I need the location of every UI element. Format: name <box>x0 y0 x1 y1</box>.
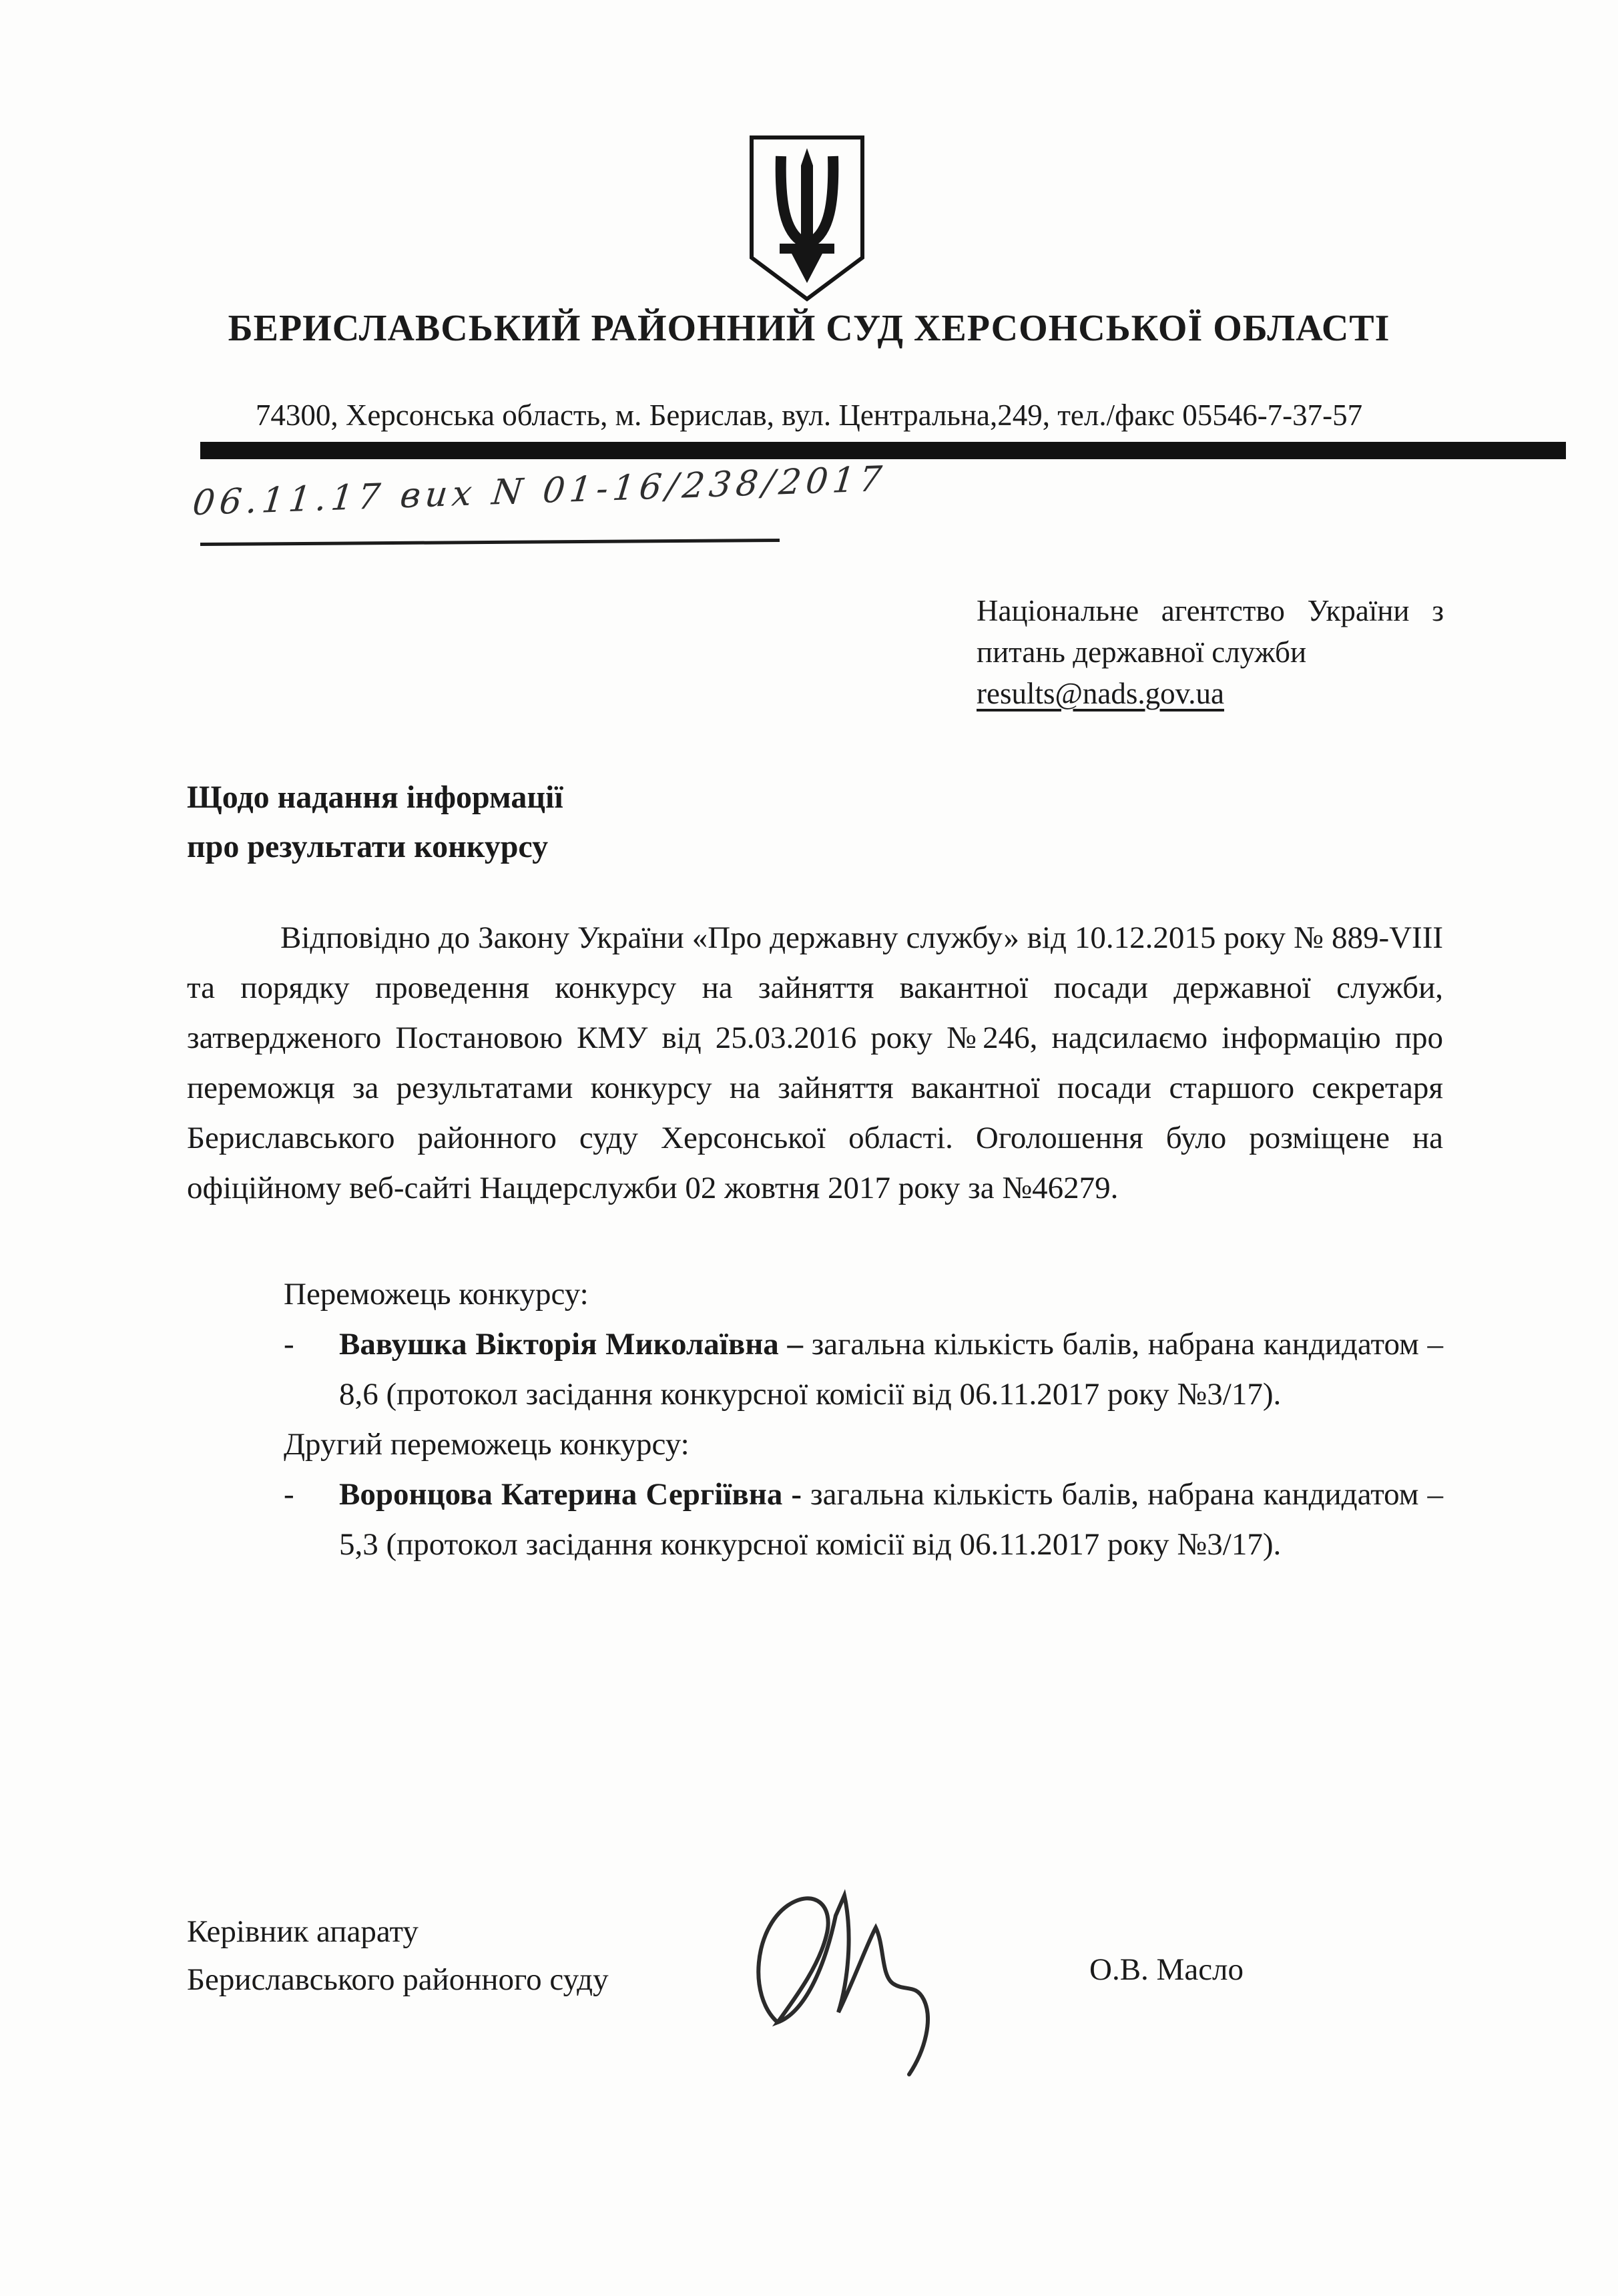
winner-name: Воронцова Катерина Сергіївна - <box>339 1477 802 1512</box>
subject-block <box>187 773 563 872</box>
first-winner-heading: Переможець конкурсу: <box>284 1277 589 1312</box>
winner-details: загальна кількість балів, набрана кандидатом – 8,6 (протокол засідання конкурсної комісії від 06.11.2017 року №3/17). <box>339 1327 1444 1412</box>
signature-title-block <box>187 1908 609 2004</box>
bullet-dash: - <box>284 1327 294 1362</box>
handwritten-signature-icon <box>741 1869 1008 2082</box>
handwritten-note-underline <box>200 539 780 546</box>
winner-name: Вавушка Вікторія Миколаївна – <box>339 1327 803 1362</box>
subject-line-1: Щодо надання інформації <box>187 780 563 815</box>
winners-section <box>284 1269 1443 1570</box>
court-address-line: 74300, Херсонська область, м. Берислав, вул. Центральна,249, тел./факс 05546-7-37-57 <box>255 398 1363 432</box>
body-paragraph: Відповідно до Закону України «Про державну службу» від 10.12.2015 року № 889-VIII та порядку проведення конкурсу на зайняття вакантної посади державної служби, затвердженого Постановою КМУ від 25.03.2016 року №246, надсилаємо інформацію про переможця за результатами конкурсу на зайняття вакантної посади старшого секретаря Бериславського районного суду Херсонської області. Оголошення було розміщене на офіційному веб-сайті Нацдерслужби 02 жовтня 2017 року за №46279. <box>187 920 1443 1205</box>
signer-position-line-1: Керівник апарату <box>187 1914 419 1949</box>
recipient-block <box>977 590 1444 714</box>
winner-list-item <box>284 1470 1443 1570</box>
bullet-dash: - <box>284 1477 294 1512</box>
second-winner-heading: Другий переможець конкурсу: <box>284 1427 690 1462</box>
letterhead-divider-rule <box>200 442 1566 459</box>
court-name-title: БЕРИСЛАВСЬКИЙ РАЙОННИЙ СУД ХЕРСОНСЬКОЇ ОБЛАСТІ <box>228 308 1390 349</box>
coat-of-arms-ukraine-icon <box>746 133 868 304</box>
winner-text <box>339 1470 1443 1570</box>
winner-list-item <box>284 1320 1443 1420</box>
recipient-email: results@nads.gov.ua <box>977 677 1224 710</box>
winner-details: загальна кількість балів, набрана кандидатом – 5,3 (протокол засідання конкурсної комісії від 06.11.2017 року №3/17). <box>339 1477 1444 1562</box>
signer-position-line-2: Бериславського районного суду <box>187 1962 609 1997</box>
recipient-line-2: питань державної служби <box>977 635 1307 669</box>
signer-name: О.В. Масло <box>1089 1952 1244 1987</box>
recipient-line-1: Національне агентство України з <box>977 594 1444 627</box>
subject-line-2: про результати конкурсу <box>187 829 549 864</box>
handwritten-registration-note: 06.11.17 вих N 01-16/238/2017 <box>190 459 888 524</box>
winner-text <box>339 1320 1443 1420</box>
